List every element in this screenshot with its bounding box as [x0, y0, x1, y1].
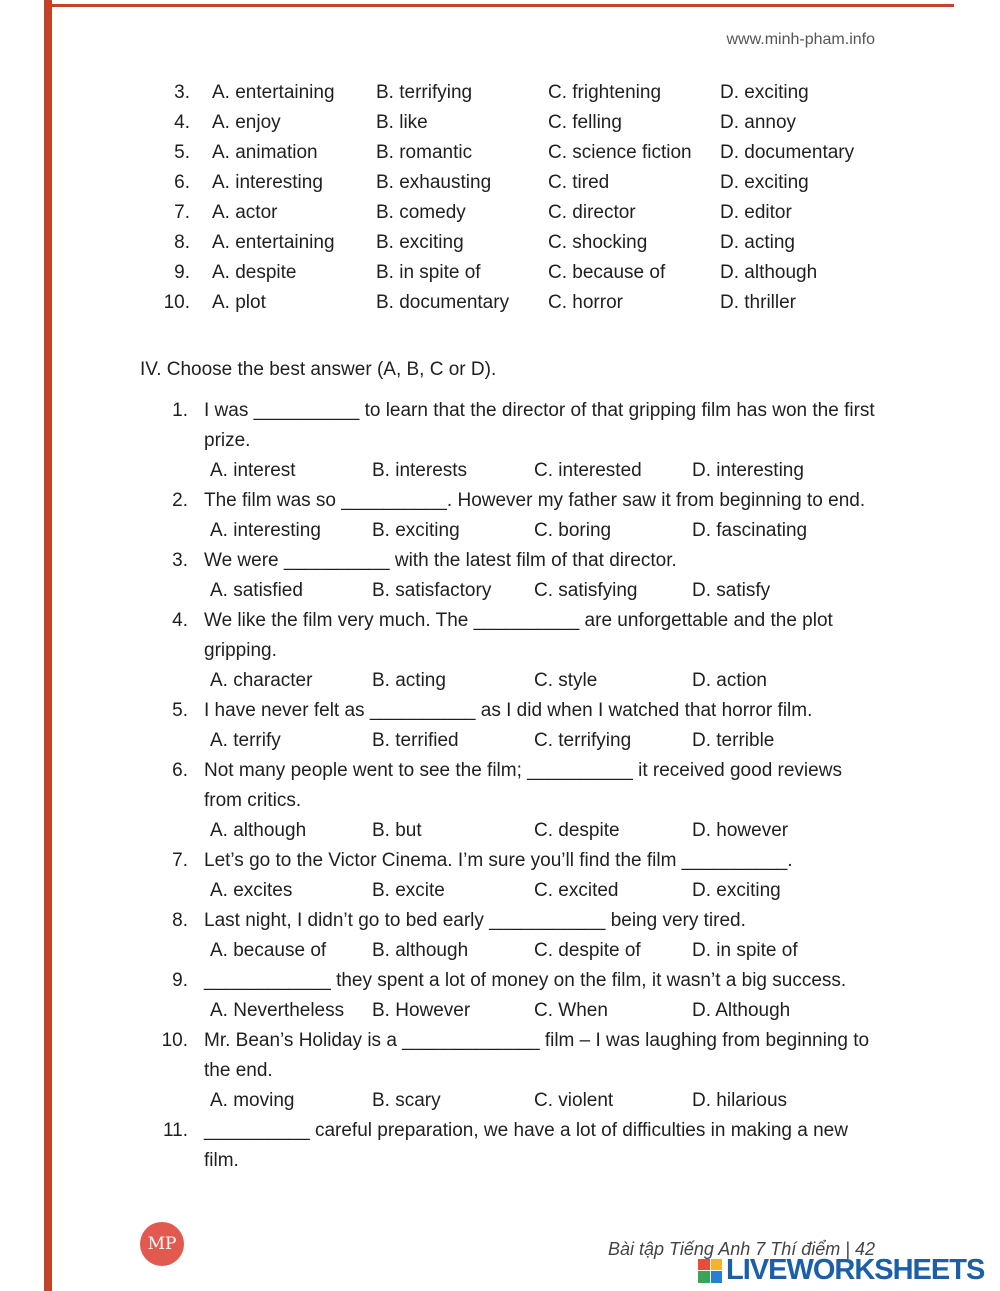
question-item: [150, 906, 890, 966]
answer-option-d[interactable]: D. terrible: [692, 730, 775, 751]
question-item: [150, 1116, 890, 1176]
answer-option-b[interactable]: B. interests: [372, 460, 468, 481]
question-item: [150, 756, 890, 846]
vocab-option-d[interactable]: D. editor: [720, 202, 792, 223]
vocab-option-b[interactable]: B. terrifying: [376, 82, 473, 103]
answer-option-d[interactable]: D. interesting: [692, 460, 804, 481]
answer-option-a[interactable]: A. moving: [210, 1090, 295, 1111]
vocab-number: 10.: [163, 292, 190, 313]
vocab-option-a[interactable]: A. enjoy: [212, 112, 281, 133]
answer-option-b[interactable]: B. terrified: [372, 730, 459, 751]
question-text: I have never felt as __________ as I did when I watched that horror film.: [204, 700, 813, 721]
vocab-option-c[interactable]: C. director: [548, 202, 636, 223]
question-item: [150, 546, 890, 606]
question-item: [150, 966, 890, 1026]
vocab-option-c[interactable]: C. frightening: [548, 82, 662, 103]
answer-option-a[interactable]: A. because of: [210, 940, 327, 961]
question-item: [150, 696, 890, 756]
answer-options: [150, 936, 890, 966]
question-text: The film was so __________. However my father saw it from beginning to end.: [204, 490, 866, 511]
question-number: 10.: [161, 1030, 188, 1051]
question-number: 5.: [172, 700, 188, 721]
question-number: 4.: [172, 610, 188, 631]
question-number: 1.: [172, 400, 188, 421]
answer-option-a[interactable]: A. although: [210, 820, 307, 841]
vocab-option-c[interactable]: C. horror: [548, 292, 623, 313]
vocab-option-b[interactable]: B. like: [376, 112, 428, 133]
vocab-option-c[interactable]: C. felling: [548, 112, 622, 133]
answer-option-d[interactable]: D. action: [692, 670, 767, 691]
question-text: __________ careful preparation, we have a lot of difficulties in making a new film.: [204, 1120, 848, 1171]
vocab-row: [150, 258, 910, 288]
vocab-row: [150, 168, 910, 198]
question-item: [150, 846, 890, 906]
answer-option-b[interactable]: B. satisfactory: [372, 580, 492, 601]
answer-option-b[interactable]: B. scary: [372, 1090, 441, 1111]
vocab-option-a[interactable]: A. actor: [212, 202, 278, 223]
question-item: [150, 486, 890, 546]
question-number: 8.: [172, 910, 188, 931]
vocab-option-d[interactable]: D. acting: [720, 232, 795, 253]
answer-options: [150, 516, 890, 546]
answer-option-b[interactable]: B. However: [372, 1000, 471, 1021]
vocab-option-b[interactable]: B. documentary: [376, 292, 510, 313]
question-text: Let’s go to the Victor Cinema. I’m sure you’ll find the film __________.: [204, 850, 793, 871]
vocab-option-c[interactable]: C. because of: [548, 262, 666, 283]
answer-option-b[interactable]: B. exciting: [372, 520, 460, 541]
answer-options: [150, 666, 890, 696]
answer-options: [150, 1086, 890, 1116]
answer-option-c[interactable]: C. excited: [534, 880, 619, 901]
answer-option-c[interactable]: C. satisfying: [534, 580, 638, 601]
answer-option-d[interactable]: D. exciting: [692, 880, 781, 901]
vocab-option-b[interactable]: B. in spite of: [376, 262, 481, 283]
question-number: 2.: [172, 490, 188, 511]
answer-option-d[interactable]: D. however: [692, 820, 789, 841]
answer-option-a[interactable]: A. character: [210, 670, 313, 691]
vocab-option-d[interactable]: D. although: [720, 262, 818, 283]
answer-option-b[interactable]: B. but: [372, 820, 422, 841]
question-text: Last night, I didn’t go to bed early ___________ being very tired.: [204, 910, 746, 931]
vocab-option-b[interactable]: B. comedy: [376, 202, 466, 223]
answer-option-b[interactable]: B. excite: [372, 880, 445, 901]
footer-page-label: Bài tập Tiếng Anh 7 Thí điểm | 42: [607, 1239, 875, 1259]
answer-option-b[interactable]: B. although: [372, 940, 469, 961]
question-number: 9.: [172, 970, 188, 991]
question-number: 7.: [172, 850, 188, 871]
answer-option-c[interactable]: C. interested: [534, 460, 642, 481]
question-text: We were __________ with the latest film of that director.: [204, 550, 677, 571]
answer-option-c[interactable]: C. terrifying: [534, 730, 632, 751]
vocab-option-a[interactable]: A. entertaining: [212, 82, 335, 103]
answer-option-c[interactable]: C. When: [534, 1000, 608, 1021]
question-number: 3.: [172, 550, 188, 571]
question-text: Mr. Bean’s Holiday is a _____________ film – I was laughing from beginning to the end.: [204, 1030, 870, 1081]
question-item: [150, 396, 890, 486]
site-url: www.minh-pham.info: [726, 31, 875, 48]
vocab-list: [150, 78, 910, 318]
page-border-top: [44, 4, 954, 7]
answer-option-c[interactable]: C. violent: [534, 1090, 614, 1111]
vocab-row: [150, 198, 910, 228]
question-number: 6.: [172, 760, 188, 781]
vocab-option-d[interactable]: D. exciting: [720, 172, 809, 193]
question-number: 11.: [162, 1120, 188, 1141]
answer-option-c[interactable]: C. despite: [534, 820, 620, 841]
question-text: I was __________ to learn that the director of that gripping film has won the first prize.: [204, 400, 875, 451]
answer-option-a[interactable]: A. terrify: [210, 730, 281, 751]
vocab-option-c[interactable]: C. tired: [548, 172, 610, 193]
liveworksheets-icon: [698, 1259, 722, 1283]
publisher-logo: MP: [140, 1222, 184, 1266]
vocab-number: 8.: [174, 232, 190, 253]
vocab-option-c[interactable]: C. science fiction: [548, 142, 692, 163]
answer-options: [150, 576, 890, 606]
answer-option-c[interactable]: C. style: [534, 670, 598, 691]
answer-option-a[interactable]: A. Nevertheless: [210, 1000, 345, 1021]
answer-option-d[interactable]: D. fascinating: [692, 520, 808, 541]
answer-options: [150, 816, 890, 846]
vocab-number: 5.: [174, 142, 190, 163]
answer-option-a[interactable]: A. excites: [210, 880, 293, 901]
vocab-option-a[interactable]: A. animation: [212, 142, 318, 163]
vocab-row: [150, 78, 910, 108]
vocab-number: 4.: [174, 112, 190, 133]
section-title: IV. Choose the best answer (A, B, C or D).: [140, 359, 497, 380]
answer-option-d[interactable]: D. in spite of: [692, 940, 798, 961]
vocab-option-a[interactable]: A. entertaining: [212, 232, 335, 253]
vocab-option-d[interactable]: D. thriller: [720, 292, 797, 313]
vocab-option-d[interactable]: D. exciting: [720, 82, 809, 103]
page-border-left: [44, 0, 52, 1291]
vocab-option-d[interactable]: D. documentary: [720, 142, 855, 163]
vocab-row: [150, 288, 910, 318]
liveworksheets-wordmark: LIVEWORKSHEETS: [726, 1254, 985, 1286]
vocab-option-a[interactable]: A. plot: [212, 292, 266, 313]
vocab-number: 7.: [174, 202, 190, 223]
answer-option-b[interactable]: B. acting: [372, 670, 446, 691]
vocab-option-a[interactable]: A. interesting: [212, 172, 323, 193]
vocab-row: [150, 228, 910, 258]
liveworksheets-brand[interactable]: [698, 1254, 984, 1287]
question-item: [150, 606, 890, 696]
vocab-option-b[interactable]: B. exciting: [376, 232, 464, 253]
answer-option-d[interactable]: D. hilarious: [692, 1090, 788, 1111]
answer-options: [150, 996, 890, 1026]
answer-option-c[interactable]: C. boring: [534, 520, 612, 541]
vocab-option-a[interactable]: A. despite: [212, 262, 297, 283]
vocab-row: [150, 108, 910, 138]
question-text: We like the film very much. The __________ are unforgettable and the plot gripping.: [204, 610, 833, 661]
answer-option-d[interactable]: D. Although: [692, 1000, 791, 1021]
question-text: Not many people went to see the film; __________ it received good reviews from critics.: [204, 760, 842, 811]
vocab-number: 3.: [174, 82, 190, 103]
answer-option-a[interactable]: A. satisfied: [210, 580, 303, 601]
answer-options: [150, 456, 890, 486]
answer-options: [150, 726, 890, 756]
vocab-option-c[interactable]: C. shocking: [548, 232, 648, 253]
answer-option-c[interactable]: C. despite of: [534, 940, 641, 961]
answer-options: [150, 876, 890, 906]
vocab-number: 9.: [174, 262, 190, 283]
vocab-option-b[interactable]: B. romantic: [376, 142, 473, 163]
answer-option-a[interactable]: A. interesting: [210, 520, 321, 541]
answer-option-a[interactable]: A. interest: [210, 460, 296, 481]
question-item: [150, 1026, 890, 1116]
vocab-number: 6.: [174, 172, 190, 193]
question-list: [150, 396, 890, 1176]
vocab-option-b[interactable]: B. exhausting: [376, 172, 492, 193]
vocab-option-d[interactable]: D. annoy: [720, 112, 797, 133]
vocab-row: [150, 138, 910, 168]
question-text: ____________ they spent a lot of money on the film, it wasn’t a big success.: [204, 970, 847, 991]
answer-option-d[interactable]: D. satisfy: [692, 580, 771, 601]
